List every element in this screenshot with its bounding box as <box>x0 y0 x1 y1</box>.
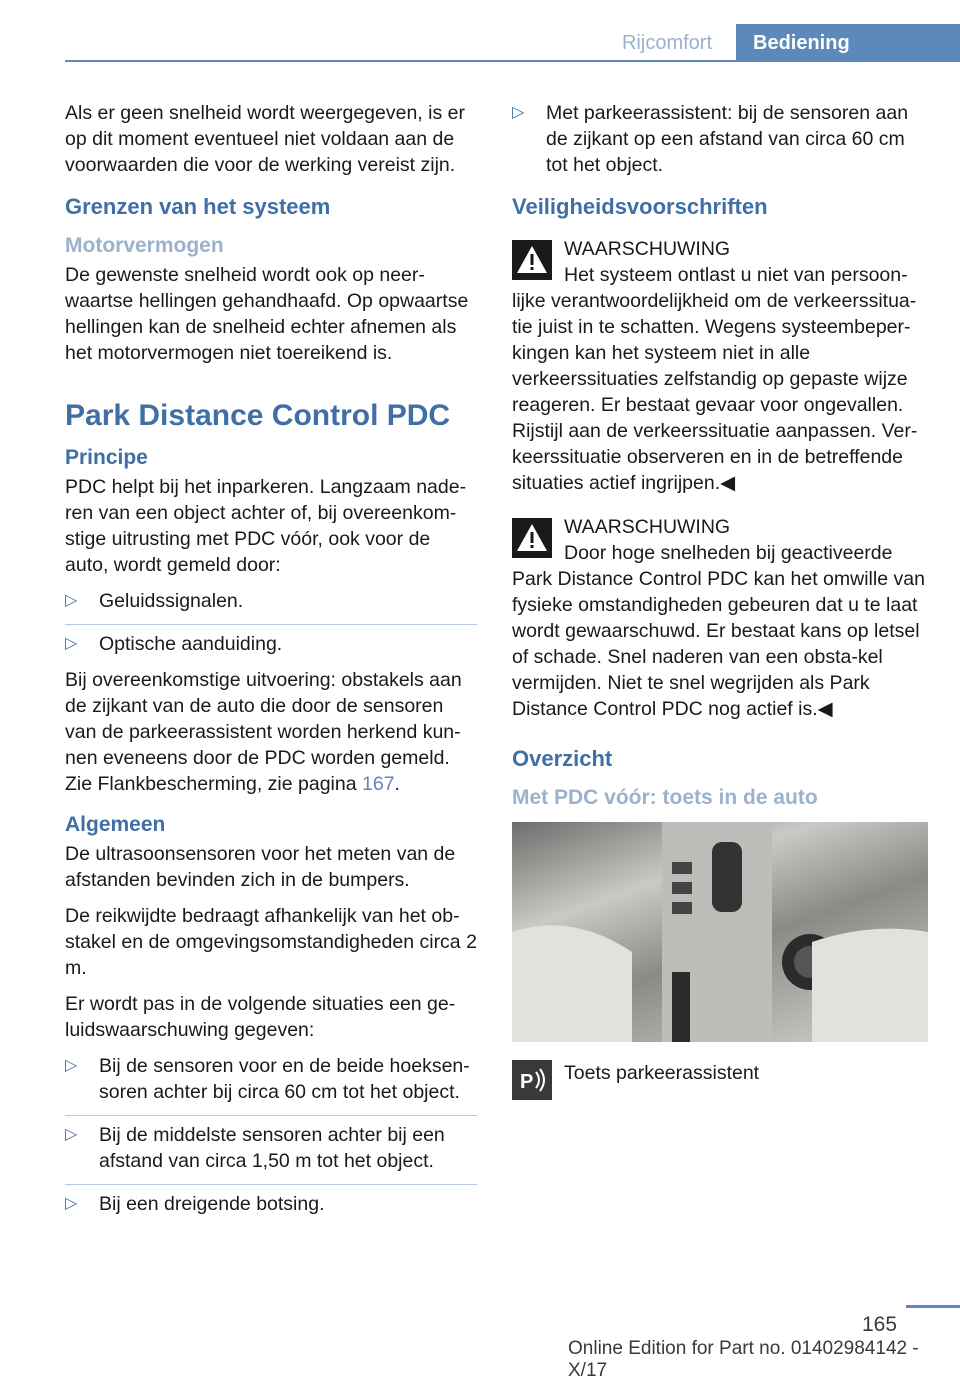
heading-overview: Overzicht <box>512 746 613 771</box>
car-interior-photo <box>512 822 928 1042</box>
list-item: ▷ Geluidssignalen. <box>65 590 244 612</box>
park-distance-icon <box>512 1060 552 1100</box>
heading-front: Met PDC vóór: toets in de auto <box>512 786 818 809</box>
right-column <box>512 100 930 1100</box>
heading-engine: Motorvermogen <box>65 234 224 257</box>
heading-pdc: Park Distance Control PDC <box>65 399 451 432</box>
list-item: ▷ Bij de middelste sensoren achter bij een afstand van circa 1,50 m tot het object. <box>65 1115 477 1174</box>
flank-paragraph: Bij overeenkomstige uitvoering: obstakels aan de zijkant van de auto die door de sensoren van de parkeerassistent worden herkend kun-nen eveneens door de PDC worden gemeld. Zie Flankbescherming, zie pagina 167. <box>65 669 462 795</box>
general-paragraph-1: De ultrasoonsensoren voor het meten van de afstanden bevinden zich in de bumpers. <box>65 843 456 891</box>
principle-paragraph: PDC helpt bij het inparkeren. Langzaam nade-ren van een object achter of, bij overeenkom-stige uitrusting met PDC vóór, ook voor de auto, wordt gemeld door: <box>65 476 467 576</box>
caption-text: Toets parkeerassistent <box>564 1062 760 1084</box>
edition-note: Online Edition for Part no. 01402984142 - X/17 <box>568 1338 919 1381</box>
warning-triangle-icon <box>512 240 552 280</box>
warning-lead: Door hoge snelheden bij geactiveerde <box>564 542 893 564</box>
engine-paragraph: De gewenste snelheid wordt ook op neer-waartse hellingen gehandhaafd. Op opwaartse hellingen kan de snelheid echter afnemen als het motorvermogen niet toereikend is. <box>65 264 469 364</box>
bullet-icon: ▷ <box>65 592 78 609</box>
bullet-icon: ▷ <box>65 1057 78 1074</box>
left-column <box>65 100 477 1227</box>
bullet-icon: ▷ <box>65 1195 78 1212</box>
footer-rule <box>906 1305 960 1308</box>
warning-body: lijke verantwoordelijkheid om de verkeerssitua-tie juist in te schatten. Wegens systeembeper-kingen kan het systeem niet in alle verkeerssituaties zelfstandig op gepaste wijze reageren. Er bestaat gevaar voor ongevallen. Rijstijl aan de verkeerssituatie aanpassen. Ver-keerssituatie observeren en in de betreffende situaties actief ingrijpen.◀ <box>512 290 918 494</box>
warning-block <box>512 236 930 496</box>
chapter-tab: Bediening <box>736 24 960 62</box>
list-item: ▷ Bij de sensoren voor en de beide hoeksen-soren achter bij circa 60 cm tot het object. <box>65 1055 470 1103</box>
heading-safety: Veiligheidsvoorschriften <box>512 194 768 219</box>
warning-body: Park Distance Control PDC kan het omwille van fysieke omstandigheden gebeuren dat u te laat wordt gewaarschuwd. Er bestaat kans op letsel of schade. Snel naderen van een obsta-kel vermijden. Niet te snel wegrijden als Park Distance Control PDC nog actief is.◀ <box>512 568 925 720</box>
bullet-icon: ▷ <box>512 104 525 121</box>
list-item: ▷ Met parkeerassistent: bij de sensoren aan de zijkant op een afstand van circa 60 cm tot het object. <box>512 102 909 176</box>
heading-limits: Grenzen van het systeem <box>65 194 331 219</box>
page-number: 165 <box>862 1313 898 1336</box>
bullet-icon: ▷ <box>65 1126 78 1143</box>
warning-block <box>512 514 930 722</box>
heading-principle: Principe <box>65 446 148 469</box>
intro-paragraph: Als er geen snelheid wordt weergegeven, is er op dit moment eventueel niet voldaan aan de voorwaarden die voor de werking vereist zijn. <box>65 102 465 176</box>
caption <box>512 1060 930 1100</box>
page-link[interactable]: 167 <box>362 773 395 795</box>
list-item: ▷ Bij een dreigende botsing. <box>65 1184 477 1217</box>
bullet-icon: ▷ <box>65 635 78 652</box>
warning-title: WAARSCHUWING <box>564 238 731 260</box>
heading-general: Algemeen <box>65 813 166 836</box>
warning-title: WAARSCHUWING <box>564 516 731 538</box>
list-item: ▷ Optische aanduiding. <box>65 624 477 657</box>
section-tab: Rijcomfort <box>621 32 712 54</box>
general-paragraph-2: De reikwijdte bedraagt afhankelijk van het ob-stakel en de omgevingsomstandigheden circa 2 m. <box>65 905 477 979</box>
svg-text:P: P <box>520 1071 534 1093</box>
warning-triangle-icon <box>512 518 552 558</box>
center-console-drawing <box>512 822 928 1042</box>
warning-lead: Het systeem ontlast u niet van persoon- <box>564 264 908 286</box>
general-paragraph-3: Er wordt pas in de volgende situaties een ge-luidswaarschuwing gegeven: <box>65 993 456 1041</box>
